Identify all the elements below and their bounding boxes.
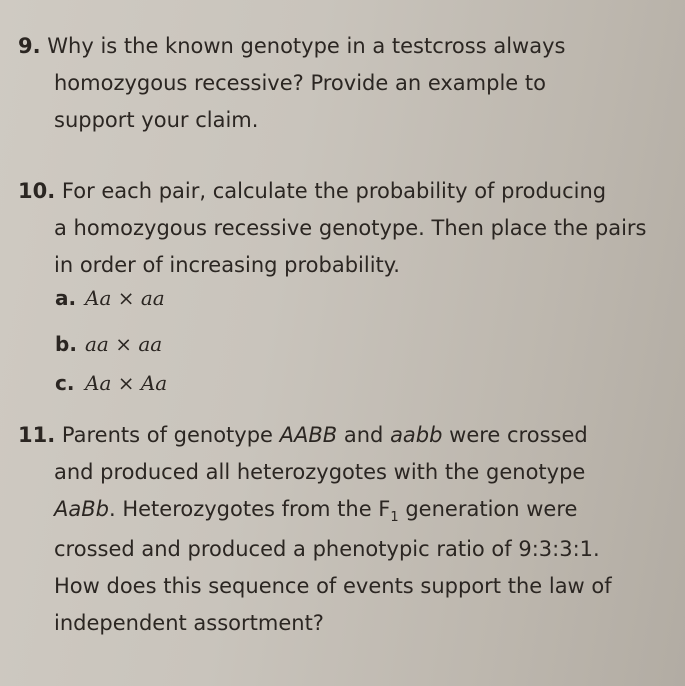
question-10-item-b xyxy=(55,330,162,358)
question-9-line-2: homozygous recessive? Provide an example to xyxy=(54,71,546,95)
f1-subscript: 1 xyxy=(390,510,399,525)
question-10-line-2: a homozygous recessive genotype. Then place the pairs xyxy=(54,216,647,240)
genotype-aabb-upper: AABB xyxy=(279,423,338,447)
q11-text-3a: . Heterozygotes from the F xyxy=(108,497,391,521)
question-11-line-4: crossed and produced a phenotypic ratio of 9:3:3:1. xyxy=(54,537,600,561)
genotype-aabb-lower: aabb xyxy=(390,423,443,447)
question-11-line-6: independent assortment? xyxy=(54,611,324,635)
question-9 xyxy=(18,28,565,139)
item-b-expression: aa × aa xyxy=(85,332,163,356)
q11-text-1b: and xyxy=(337,423,391,447)
q11-text-1c: were crossed xyxy=(442,423,588,447)
question-10-item-c xyxy=(55,369,167,397)
question-11-line-2: and produced all heterozygotes with the genotype xyxy=(54,460,586,484)
question-10-line-1 xyxy=(18,173,647,210)
question-9-line-3: support your claim. xyxy=(54,108,259,132)
question-11-line-5: How does this sequence of events support the law of xyxy=(54,574,612,598)
item-c-expression: Aa × Aa xyxy=(85,371,168,395)
question-10-text-1: For each pair, calculate the probability of producing xyxy=(61,179,607,203)
question-10-number: 10. xyxy=(18,179,56,203)
item-a-letter: a. xyxy=(55,286,77,310)
question-10-line-3: in order of increasing probability. xyxy=(54,253,400,277)
item-a-expression: Aa × aa xyxy=(85,286,165,310)
q11-text-1a: Parents of genotype xyxy=(61,423,280,447)
genotype-aabb-hetero: AaBb xyxy=(54,497,109,521)
question-9-number: 9. xyxy=(18,34,41,58)
question-11-number: 11. xyxy=(18,423,56,447)
question-11-line-3 xyxy=(18,491,612,531)
question-10-item-a xyxy=(55,284,165,312)
item-c-letter: c. xyxy=(55,371,75,395)
question-9-text-1: Why is the known genotype in a testcross always xyxy=(47,34,566,58)
question-10 xyxy=(18,173,647,284)
question-11 xyxy=(18,417,612,642)
question-11-line-1 xyxy=(18,417,612,454)
question-9-line-1 xyxy=(18,28,565,65)
item-b-letter: b. xyxy=(55,332,77,356)
q11-text-3b: generation were xyxy=(398,497,578,521)
